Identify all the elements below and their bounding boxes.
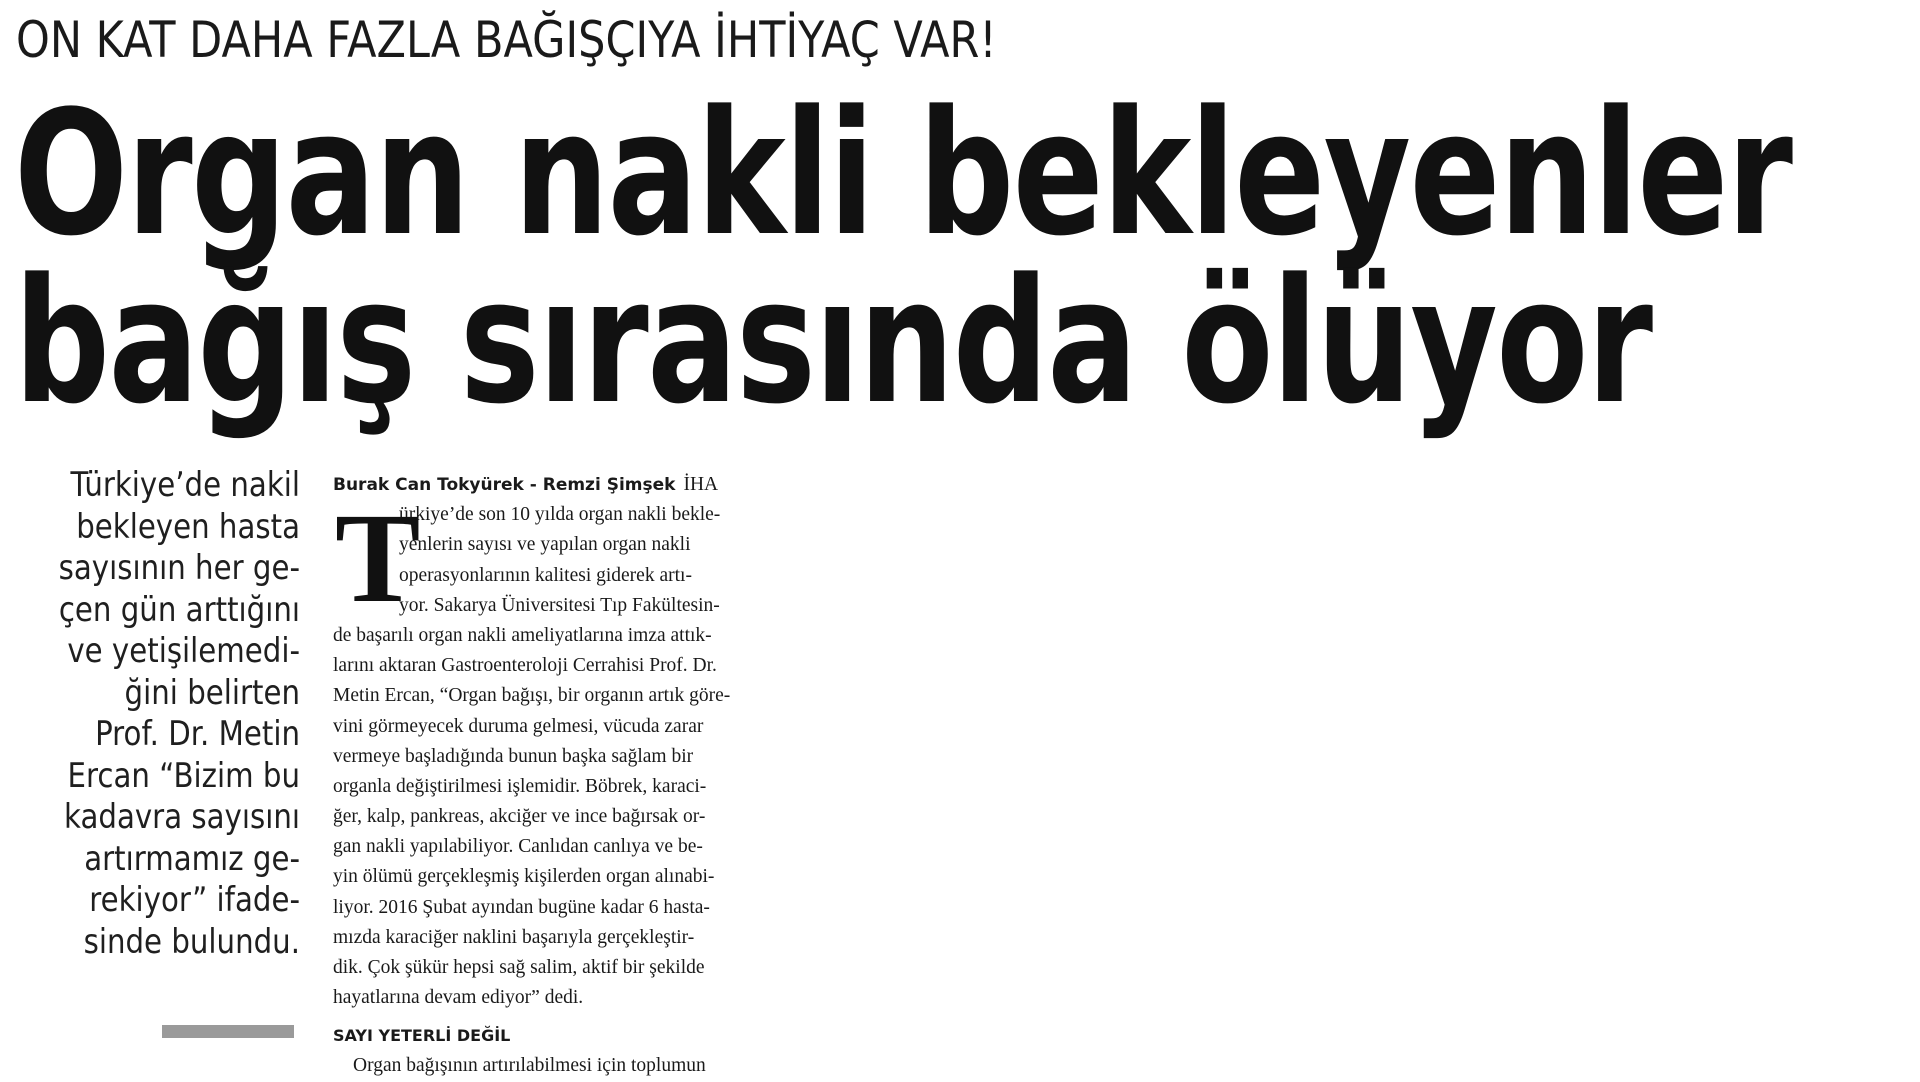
body-line: yin ölümü gerçekleşmiş kişilerden organ alınabi- (333, 866, 715, 888)
body-line: liyor. 2016 Şubat ayından bugüne kadar 6 hasta- (333, 896, 710, 918)
body-line: larını aktaran Gastroenteroloji Cerrahisi Prof. Dr. (333, 655, 717, 677)
drop-cap: T (335, 487, 421, 630)
body-line: de başarılı organ nakli ameliyatlarına imza attık- (333, 624, 712, 646)
body-line: ürkiye’de son 10 yılda organ nakli bekle- (399, 504, 721, 526)
body-line: dik. Çok şükür hepsi sağ salim, aktif bir şekilde (333, 957, 705, 978)
body-line: yenlerin sayısı ve yapılan organ nakli (399, 534, 691, 556)
spot-line: kadavra sayısını (64, 797, 300, 837)
spot-line: rekiyor” ifade- (89, 880, 300, 920)
article-body (333, 470, 823, 1082)
lead-paragraph (333, 487, 823, 1013)
spot-line: ğini belirten (124, 672, 300, 713)
spot-line: sinde bulundu. (83, 921, 300, 962)
body-line: ğer, kalp, pankreas, akciğer ve ince bağırsak or- (333, 806, 706, 828)
headline (14, 73, 1808, 442)
kicker: ON KAT DAHA FAZLA BAĞIŞÇIYA İHTİYAÇ VAR! (16, 11, 997, 69)
headline-line-1: Organ nakli bekleyenler (14, 73, 1792, 274)
body-line: organla değiştirilmesi işlemidir. Böbrek, karaci- (333, 775, 707, 797)
headline-line-2: bağış sırasında ölüyor (14, 241, 1652, 442)
body-line: vermeye başladığında bunun başka sağlam bir (333, 745, 694, 767)
spot-line: Türkiye’de nakil (70, 465, 300, 505)
spot-line: sayısının her ge- (58, 548, 300, 588)
body-line: Metin Ercan, “Organ bağışı, bir organın artık göre- (333, 685, 731, 707)
byline-agency: İHA (683, 474, 719, 495)
spot-text (10, 465, 300, 963)
body-line: operasyonlarının kalitesi giderek artı- (399, 564, 692, 586)
spot-line: Ercan “Bizim bu (67, 755, 300, 796)
spot-line: çen gün arttığını (58, 589, 300, 630)
body-line: yor. Sakarya Üniversitesi Tıp Fakültesin- (399, 594, 720, 616)
byline-authors: Burak Can Tokyürek - Remzi Şimşek (333, 475, 676, 495)
spot-line: artırmamız ge- (84, 838, 300, 879)
spot-line: bekleyen hasta (76, 506, 300, 547)
body-line: hayatlarına devam ediyor” dedi. (333, 987, 584, 1009)
body-line: vini görmeyecek duruma gelmesi, vücuda zarar (333, 715, 704, 737)
spot-line: Prof. Dr. Metin (95, 714, 300, 754)
spot-divider (162, 1025, 294, 1038)
body-line: Organ bağışının artırılabilmesi için toplumun (353, 1055, 706, 1077)
body-line: gan nakli yapılabiliyor. Canlıdan canlıya ve be- (333, 836, 703, 858)
spot-line: ve yetişilemedi- (67, 631, 301, 671)
body-line: mızda karaciğer naklini başarıyla gerçekleştir- (333, 926, 695, 948)
subheading: SAYI YETERLİ DEĞİL (333, 1026, 511, 1046)
